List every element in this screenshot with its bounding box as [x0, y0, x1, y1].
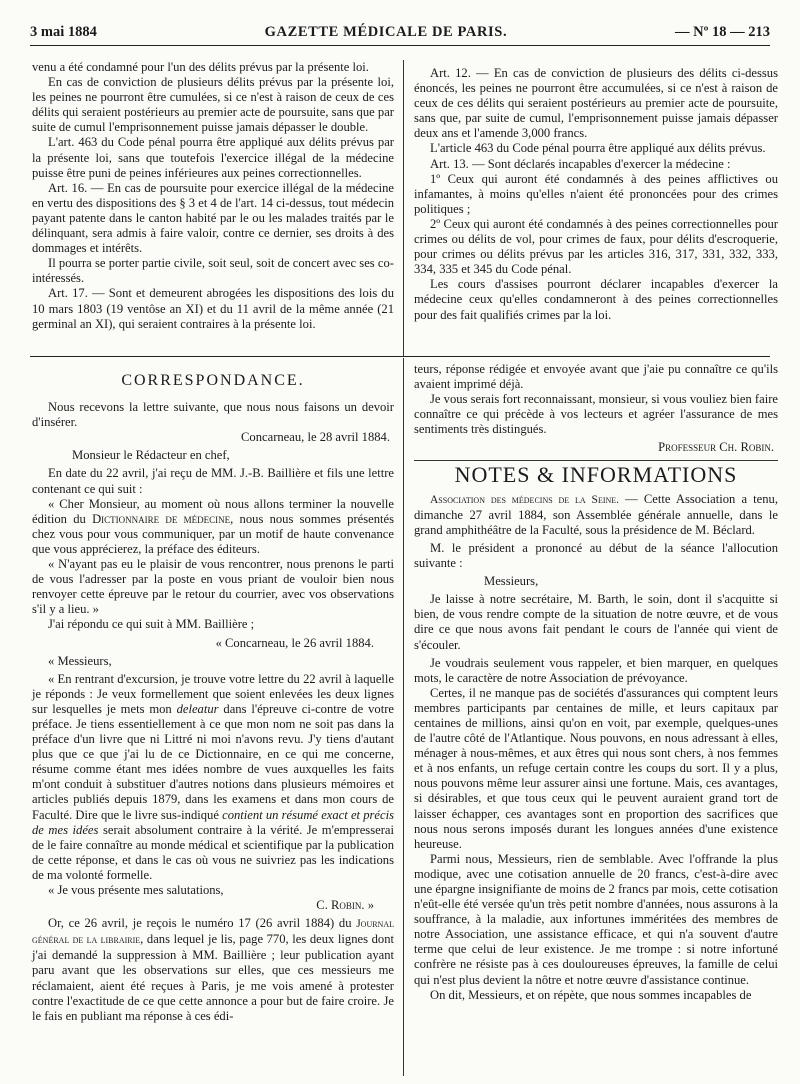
dictionary-title: Dictionnaire de médecine	[92, 511, 231, 526]
speech-paragraph: Parmi nous, Messieurs, rien de semblable. Avec l'offrande la plus modique, avec une cotisation annuelle de 20 francs, c'est-à-dire avec une épargne insignifiante de moins de 2 francs par mois, cette cotisation n'eût-elle été versée qu'un très petit nombre d'années, nous assurons à la souffrance, à la maladie, aux infortunes imméritées des membres de notre Association, une assistance efficace, et qui n'a souvent d'autre terme que celui de leur existence. Je me trompe : si notre infortuné confrère ne résiste pas à ces douloureuses épreuves, la famille de celui qui n'est plus devient la nôtre et notre œuvre d'assistance continue.	[414, 851, 778, 987]
letter-paragraph: Or, ce 26 avril, je reçois le numéro 17 (26 avril 1884) du Journal général de la librairie, dans lequel je lis, page 770, les deux lignes dont j'ai demandé la suppression à MM. Baillière ; leur publication ayant paru avant que les observations sur elles, que ces messieurs me réclamaient, aient été reçues à Paris, je me vois amené à protester contre l'exactitude de ce que cette annonce a pour but de faire croire. Je le fais en publiant ma réponse à ces édi-	[32, 916, 394, 1023]
speech-paragraph: Certes, il ne manque pas de sociétés d'assurances qui comptent leurs membres participants par centaines de mille, et leurs capitaux par centaines de millions, ainsi qu'on en voit, par exemple, quelques-unes de l'autre côté de l'Atlantique. Nous pouvons, en nous adressant à elles, ménager à nous-mêmes, et aux êtres qui nous sont chers, à nos femmes et à nos enfants, un refuge certain contre les coups du sort. Il y a plus, nous pouvons même leur assurer ainsi une fortune. Mais, ces avantages, si désirables, et que tous ceux qui le peuvent auraient grand tort de laisser échapper, ces avantages sont en proportion des sacrifices que nous nous serons imposés durant les longues années d'une existence heureuse.	[414, 685, 778, 851]
speech-messieurs: Messieurs,	[484, 574, 539, 589]
law-item-1: 1º Ceux qui auront été condamnés à des peines afflictives ou infamantes, à moins qu'elles n'aient été prononcées pour des crimes politiques ;	[414, 171, 778, 216]
law-paragraph: L'art. 463 du Code pénal pourra être appliqué aux délits prévus par la présente loi, sans que toutefois l'exercice illégal de la médecine puisse être puni de peines inférieures aux peines correctionnelles.	[32, 135, 394, 180]
quoted-claim: contient un résumé exact et précis de mes idées	[32, 807, 394, 837]
notes-paragraph: M. le président a prononcé au début de la séance l'allocution suivante :	[414, 540, 778, 571]
law-paragraph: En cas de conviction de plusieurs délits prévus par la présente loi, les peines ne pourront être cumulées, si ce n'est à raison de ceux de ces délits qui seraient postérieurs au premier acte de poursuite, sans que par suite de cumul l'emprisonnement puisse jamais dépasser le double.	[32, 75, 394, 135]
law-article-12: Art. 12. — En cas de conviction de plusieurs des délits ci-dessus énoncés, les peines ne pourront être accumulées, si ce n'est à raison de ceux de ces délits qui seraient postérieurs au premier acte de poursuite, sans que, par suite de cumul, l'emprisonnement puisse jamais dépasser deux ans et l'amende 3,000 francs.	[414, 66, 778, 141]
law-paragraph: venu a été condamné pour l'un des délits prévus par la présente loi.	[32, 60, 369, 74]
law-articles-right-column	[414, 66, 778, 323]
correspondance-heading: CORRESPONDANCE.	[121, 372, 305, 389]
law-paragraph: L'article 463 du Code pénal pourra être appliqué aux délits prévus.	[430, 141, 766, 156]
law-paragraph: Il pourra se porter partie civile, soit seul, soit de concert avec ses co-intéressés.	[32, 256, 394, 286]
speech-paragraph: Je laisse à notre secrétaire, M. Barth, le soin, dont il s'acquitte si bien, de vous rendre compte de la situation de notre œuvre, et de vous dire ce que nous avons fait pendant le cours de l'année qui vient de s'écouler.	[414, 592, 778, 652]
notes-association: Association des médecins de la Seine. — Cette Association a tenu, dimanche 27 avril 1884, son Assemblée générale annuelle, dans le grand amphithéâtre de la Faculté, sous la présidence de M. Béclard.	[414, 491, 778, 537]
issue-date: 3 mai 1884	[30, 24, 97, 40]
letter-paragraph: En date du 22 avril, j'ai reçu de MM. J.-B. Baillière et fils une lettre contenant ce qui suit :	[32, 466, 394, 496]
journal-name: Journal général de la librairie	[32, 918, 394, 947]
letter-signature: Professeur Ch. Robin.	[658, 440, 774, 455]
law-articles-left-column	[32, 60, 394, 332]
journal-title: GAZETTE MÉDICALE DE PARIS.	[264, 24, 508, 40]
law-article-16: Art. 16. — En cas de poursuite pour exercice illégal de la médecine en vertu des dispositions des § 3 et 4 de l'art. 14 ci-dessus, tout médecin payant patente dans le canton habité par le ou les malades traités par le délinquant, sera admis à faire valoir, contre ce dernier, ses droits à des dommages et intérêts.	[32, 180, 394, 256]
letter-continuation: teurs, réponse rédigée et envoyée avant que j'aie pu connaître ce qu'ils avaient imprimé déjà.	[414, 362, 778, 392]
letter-quote: « N'ayant pas eu le plaisir de vous rencontrer, nous prenons le parti de vous l'adresser par la poste en vous priant de vouloir bien nous renvoyer cette épreuve par le retour du courrier, avec vos observations s'il y a lieu. »	[32, 557, 394, 617]
column-divider-top	[403, 60, 404, 356]
law-paragraph: Les cours d'assises pourront déclarer incapables d'exercer la médecine ceux qu'elles condamneront à des peines correctionnelles pour des fait qualifiés crimes par la loi.	[414, 277, 778, 322]
section-rule	[30, 356, 770, 357]
deleatur-word: deleatur	[176, 701, 219, 716]
notes-heading: NOTES & INFORMATIONS	[454, 461, 738, 487]
letter-quote: « En rentrant d'excursion, je trouve votre lettre du 22 avril à laquelle je réponds : Je veux formellement que soient enlevées les deux lignes sur lesquelles je mets mon deleatur dans l'épreuve ci-contre de votre préface. Je tiens essentiellement à ce que mon nom ne soit pas dans la préface d'un livre que ni Littré ni moi n'avons revu. J'y tiens d'autant plus que ce que j'ai lu de ce Dictionnaire, en ce qui me concerne, résume comme étant mes idées nombre de vues auxquelles les faits m'ont conduit à substituer d'autres notions dans plusieurs mémoires et articles publiés depuis 1879, dans les examens et dans mon cours de Faculté. Dire que le livre sus-indiqué contient un résumé exact et précis de mes idées serait absolument contraire à la vérité. Je m'empresserai de le faire connaître au monde médical et scientifique par la publication de cette réponse, et dans le cas où vous ne suivriez pas les indications de ma volonté formelle.	[32, 671, 394, 882]
header-rule	[30, 45, 770, 46]
issue-number: — Nº 18 — 213	[674, 24, 770, 40]
letter-closing: « Je vous présente mes salutations,	[48, 883, 224, 897]
law-article-17: Art. 17. — Sont et demeurent abrogées les dispositions des lois du 10 mars 1803 (19 ventôse an XI) et du 11 avril de la même année (21 germinal an XI), qui seraient contraires à la présente loi.	[32, 286, 394, 331]
letter-signature: C. Robin. »	[316, 898, 374, 913]
letter-salutation: Monsieur le Rédacteur en chef,	[72, 448, 230, 463]
correspondance-column	[32, 365, 394, 1024]
law-article-13: Art. 13. — Sont déclarés incapables d'exercer la médecine :	[430, 156, 731, 171]
speech-paragraph: Je voudrais seulement vous rappeler, et bien marquer, en quelques mots, le caractère de notre Association de prévoyance.	[414, 655, 778, 685]
letter-paragraph: J'ai répondu ce qui suit à MM. Baillière ;	[48, 617, 255, 632]
correspondance-intro: Nous recevons la lettre suivante, que nous nous faisons un devoir d'insérer.	[32, 400, 394, 430]
page-header	[30, 24, 770, 46]
association-label: Association des médecins de la Seine.	[430, 493, 620, 506]
letter-place-date: Concarneau, le 28 avril 1884.	[241, 430, 390, 445]
speech-paragraph: On dit, Messieurs, et on répète, que nous sommes incapables de	[430, 987, 752, 1002]
right-bottom-column	[414, 362, 778, 1003]
letter-quote: « Cher Monsieur, au moment où nous allons terminer la nouvelle édition du Dictionnaire de médecine, nous nous sommes présentés chez vous pour vous communiquer, par un motif de haute convenance que vous apprécierez, la préface des éditeurs.	[32, 496, 395, 556]
letter-place-date: « Concarneau, le 26 avril 1884.	[215, 635, 374, 650]
letter-thanks: Je vous serais fort reconnaissant, monsieur, si vous vouliez bien faire connaître ce qui précède à vos lecteurs et agréer l'assurance de mes sentiments très distingués.	[414, 392, 778, 437]
letter-messieurs: « Messieurs,	[48, 653, 112, 668]
law-item-2: 2º Ceux qui auront été condamnés à des peines correctionnelles pour crimes ou délits de vol, pour crimes de faux, pour délits d'escroquerie, pour crimes ou délits prévus par les articles 316, 317, 331, 332, 333, 334, 335 et 345 du Code pénal.	[414, 216, 778, 277]
notes-rule	[414, 460, 778, 461]
column-divider-bottom	[403, 358, 404, 1076]
